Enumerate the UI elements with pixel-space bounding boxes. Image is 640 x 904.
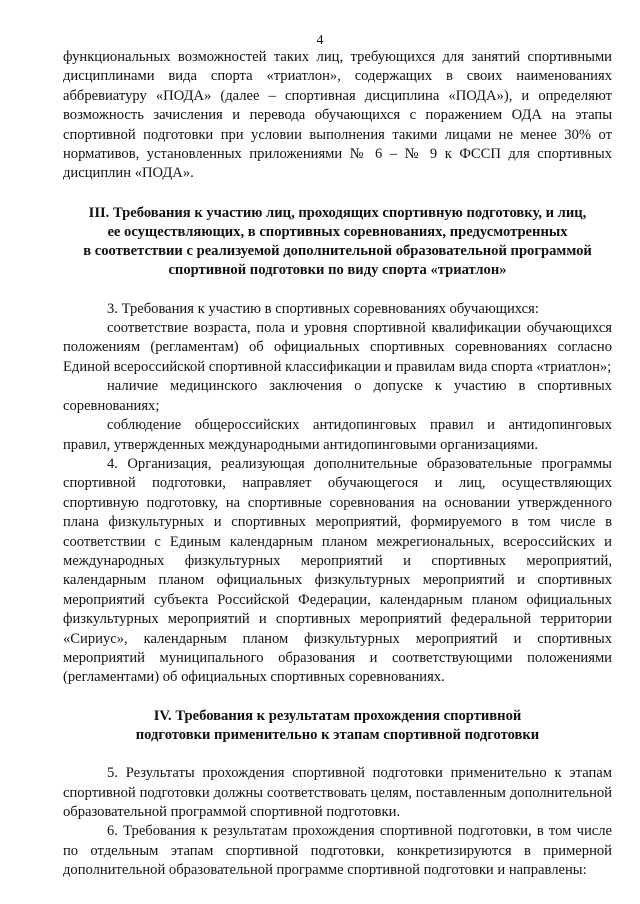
intro-paragraph: функциональных возможностей таких лиц, требующихся для занятий спортивными дисциплинами вида спорта «триатлон», содержащих в своих наименованиях аббревиатуру «ПОДА» (далее – спортивная дисциплина «ПОДА»), и определяют возможность зачисления и перевода обучающихся с поражением ОДА на этапы спортивной подготовки при условии выполнения такими лицами не менее 30% от нормативов, установленных приложениями № 6 – № 9 к ФССП для спортивных дисциплин «ПОДА». — [63, 49, 612, 182]
clause-3-item-antidoping: соблюдение общероссийских антидопинговых правил и антидопинговых правил, утвержденных международными антидопинговыми организациями. — [63, 417, 612, 453]
section-3-heading-line: ее осуществляющих, в спортивных соревнованиях, предусмотренных — [107, 224, 568, 241]
clause-3-item-age-qualification: соответствие возраста, пола и уровня спортивной квалификации обучающихся положениям (регламентам) об официальных спортивных соревнованиях согласно Единой всероссийской спортивной классификации и правилам вида спорта «триатлон»; — [63, 320, 612, 375]
section-3-heading — [63, 204, 612, 281]
section-4-heading-line: IV. Требования к результатам прохождения спортивной — [153, 707, 522, 724]
page-number: 4 — [316, 33, 324, 48]
clause-6: 6. Требования к результатам прохождения спортивной подготовки, в том числе по отдельным этапам спортивной подготовки, конкретизируются в примерной дополнительной образовательной программе спортивной подготовки и направлены: — [63, 823, 612, 879]
section-3-heading-line: в соответствии с реализуемой дополнительной образовательной программой — [83, 243, 592, 260]
section-4-heading-line: подготовки применительно к этапам спортивной подготовки — [135, 726, 540, 743]
clause-3-item-medical: наличие медицинского заключения о допуске к участию в спортивных соревнованиях; — [63, 378, 612, 414]
clause-5: 5. Результаты прохождения спортивной подготовки применительно к этапам спортивной подготовки должны соответствовать целям, поставленным дополнительной образовательной программой спортивной подготовки. — [63, 765, 612, 820]
section-3-heading-line: спортивной подготовки по виду спорта «триатлон» — [168, 262, 507, 279]
document-body — [63, 48, 612, 881]
clause-3-intro: 3. Требования к участию в спортивных соревнованиях обучающихся: — [107, 300, 539, 317]
section-4-heading — [63, 707, 612, 745]
clause-4: 4. Организация, реализующая дополнительные образовательные программы спортивной подготовки, направляет обучающегося и лиц, осуществляющих спортивную подготовку, на спортивные соревнования на основании утвержденного плана физкультурных и спортивных мероприятий, формируемого в том числе в соответствии с Единым календарным планом межрегиональных, всероссийских и международных физкультурных мероприятий и спортивных мероприятий, календарным планом официальных физкультурных мероприятий и спортивных мероприятий субъекта Российской Федерации, календарным планом официальных физкультурных мероприятий и спортивных мероприятий федеральной территории «Сириус», календарным планом физкультурных мероприятий и спортивных мероприятий муниципального образования и соответствующими положениями (регламентами) об официальных спортивных соревнованиях. — [63, 455, 612, 686]
section-3-heading-line: III. Требования к участию лиц, проходящих спортивную подготовку, и лиц, — [88, 204, 587, 221]
